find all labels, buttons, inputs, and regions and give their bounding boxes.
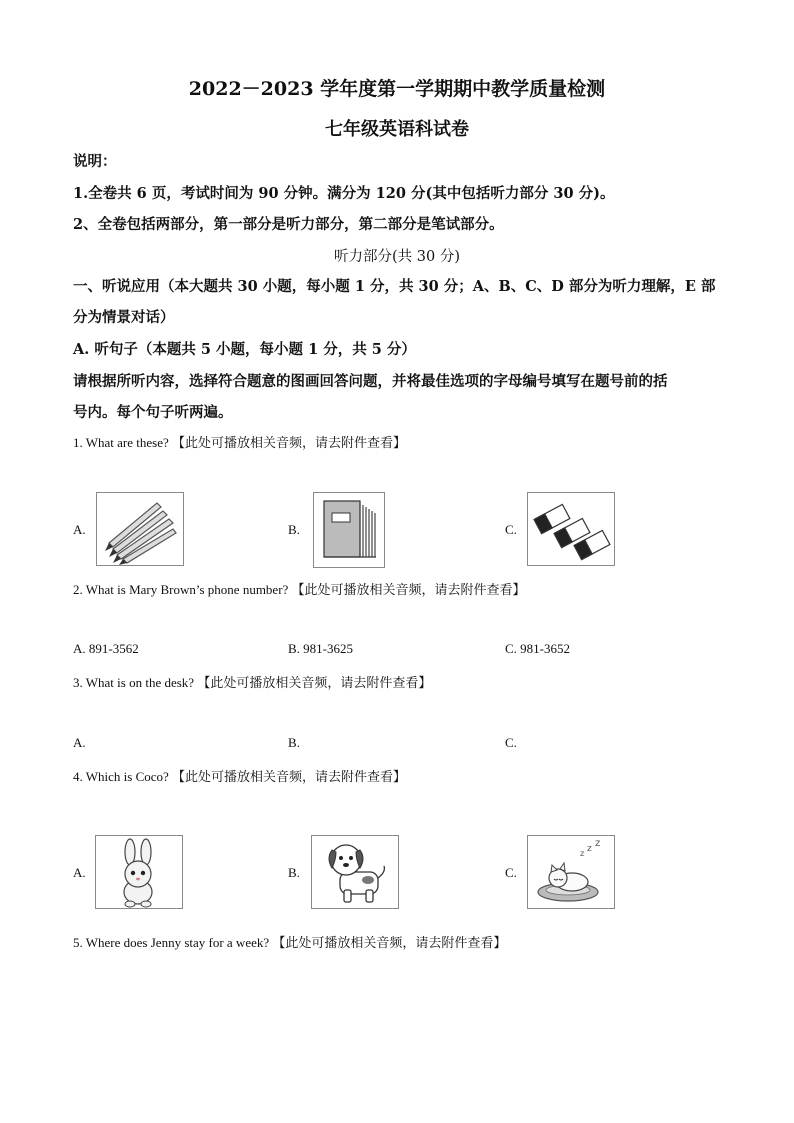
q1-option-b-label: B. <box>288 522 300 537</box>
notes-item-1: 1.全卷共 6 页，考试时间为 90 分钟。满分为 120 分(其中包括听力部分 30 分)。 <box>73 185 615 202</box>
question-5: 5. Where does Jenny stay for a week? 【此处可播放相关音频，请去附件查看】 <box>73 935 507 950</box>
q3-option-a: A. <box>73 735 86 750</box>
q4-option-a-label: A. <box>73 865 86 880</box>
question-2: 2. What is Mary Brown’s phone number? 【此处可播放相关音频，请去附件查看】 <box>73 582 526 597</box>
notes-heading: 说明： <box>73 153 117 170</box>
pencils-icon <box>96 492 184 566</box>
dog-icon <box>311 835 399 909</box>
instruction-line1: 请根据所听内容，选择符合题意的图画回答问题，并将最佳选项的字母编号填写在题号前的括 <box>73 373 668 390</box>
subsection-a-title: A. 听句子（本题共 5 小题，每小题 1 分，共 5 分） <box>73 341 416 358</box>
q2-option-b: B. 981-3625 <box>288 641 353 656</box>
part1-heading-line2: 分为情景对话） <box>73 309 175 326</box>
notes-item-2: 2、全卷包括两部分，第一部分是听力部分，第二部分是笔试部分。 <box>73 216 504 233</box>
q3-option-b: B. <box>288 735 300 750</box>
question-3: 3. What is on the desk? 【此处可播放相关音频，请去附件查看】 <box>73 675 432 690</box>
q4-option-b-label: B. <box>288 865 300 880</box>
svg-text:z: z <box>587 844 592 854</box>
instruction-line2: 号内。每个句子听两遍。 <box>73 404 233 421</box>
listening-section-title: 听力部分(共 30 分) <box>334 249 460 265</box>
question-4: 4. Which is Coco? 【此处可播放相关音频，请去附件查看】 <box>73 769 407 784</box>
sleeping-cat-icon <box>527 835 615 909</box>
rabbit-icon <box>95 835 183 909</box>
erasers-icon <box>527 492 615 566</box>
svg-text:z: z <box>580 849 585 858</box>
svg-text:z: z <box>595 838 601 849</box>
question-1: 1. What are these? 【此处可播放相关音频，请去附件查看】 <box>73 435 407 450</box>
part1-heading-line1: 一、听说应用（本大题共 30 小题，每小题 1 分，共 30 分；A、B、C、D 部分为听力理解，E 部 <box>73 278 716 295</box>
q1-option-c-label: C. <box>505 522 517 537</box>
q2-option-a: A. 891-3562 <box>73 641 139 656</box>
books-icon <box>313 492 385 568</box>
q2-option-c: C. 981-3652 <box>505 641 570 656</box>
q1-option-a-label: A. <box>73 522 86 537</box>
exam-title: 2022－2023 学年度第一学期期中教学质量检测 <box>188 78 606 100</box>
q3-option-c: C. <box>505 735 517 750</box>
exam-subtitle: 七年级英语科试卷 <box>325 119 469 140</box>
q4-option-c-label: C. <box>505 865 517 880</box>
